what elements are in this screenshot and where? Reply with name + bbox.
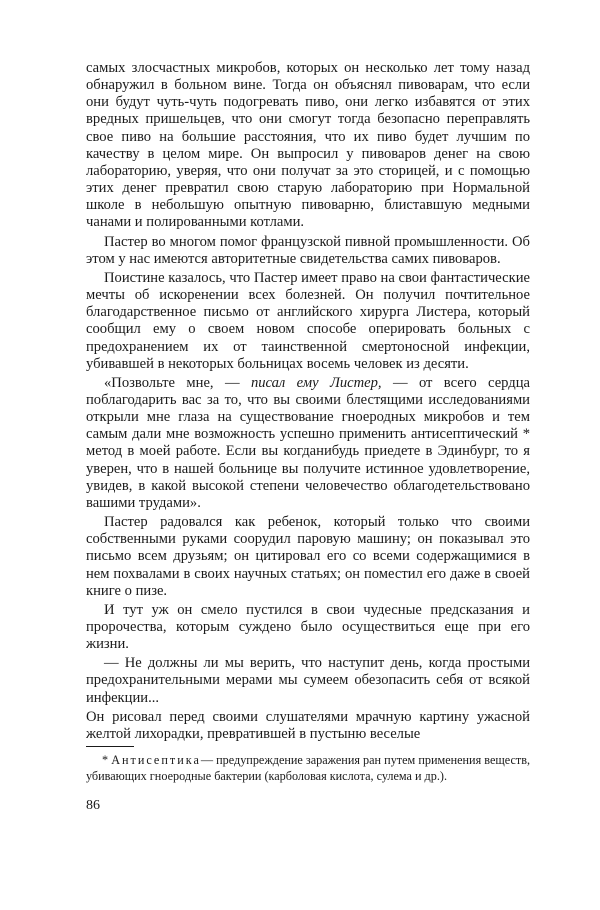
- paragraph-8: Он рисовал перед своими слушателями мрачную картину ужасной желтой лихорадки, превратившей в пустыню веселые: [86, 708, 530, 742]
- paragraph-3: Поистине казалось, что Пастер имеет право на свои фантастические мечты об искоренении всех болезней. Он получил почтительное благодарственное письмо от английского хирурга Листера, который сообщил ему о своем новом способе оперировать больных с предохранением их от таинственной смертоносной инфекции, убивавшей в некоторых больницах восемь человек из десяти.: [86, 269, 530, 372]
- footnote-text: — предупреждение заражения ран путем применения веществ, убивающих гноеродные бактерии (карболовая кислота, сулема и др.).: [86, 753, 531, 783]
- letter-quote-start: «Позвольте мне, —: [104, 374, 240, 391]
- letter-attribution: писал ему Листер,: [239, 374, 393, 391]
- paragraph-4-listers-letter: [86, 375, 530, 512]
- footnote-marker: *: [102, 753, 109, 768]
- letter-quote-rest: — от всего сердца поблагодарить вас за то, что вы своими блестящими исследованиями открыли мне глаза на существование гноеродных микробов и тем самым дали мне возможность успешно применить антисептический * метод в моей работе. Если вы когданибудь приедете в Эдинбург, то я уверен, что в нашей больнице вы получите истинное удовлетворение, увидев, в какой высокой степени человечество облагодетельствовано вашими трудами».: [86, 374, 530, 511]
- footnote: [86, 753, 530, 784]
- paragraph-2: Пастер во многом помог французской пивной промышленности. Об этом у нас имеются авторитетные свидетельства самих пивоваров.: [86, 233, 530, 267]
- book-page: [86, 60, 530, 784]
- paragraph-5: Пастер радовался как ребенок, который только что своими собственными руками соорудил паровую машину; он показывал это письмо всем друзьям; он цитировал его со всеми содержащимися в нем похвалами в своих научных статьях; он поместил его даже в своей книге о пизе.: [86, 514, 530, 599]
- paragraph-6: И тут уж он смело пустился в свои чудесные предсказания и пророчества, которым суждено было осуществиться еще при его жизни.: [86, 601, 530, 653]
- page-number: 86: [86, 798, 100, 813]
- paragraph-7-quote: — Не должны ли мы верить, что наступит день, когда простыми предохранительными мерами мы сумеем обезопасить себя от всякой инфекции...: [86, 655, 530, 706]
- footnote-divider: [86, 746, 134, 747]
- footnote-term: Антисептика: [111, 753, 201, 768]
- paragraph-1: самых злосчастных микробов, которых он несколько лет тому назад обнаружил в больном вине. Тогда он объяснял пивоварам, что если они будут чуть-чуть подогревать пиво, они легко избавятся от этих вредных пришельцев, что они смогут тогда безопасно переправлять свое пиво на большие расстояния, что их пиво будет лучшим по качеству в целом мире. Он выпросил у пивоваров денег на свою лабораторию, уверяя, что они получат за это сторицей, и с помощью этих денег превратил свою старую лабораторию при Нормальной школе в небольшую опытную пивоварню, блиставшую медными чанами и полированными котлами.: [86, 60, 530, 231]
